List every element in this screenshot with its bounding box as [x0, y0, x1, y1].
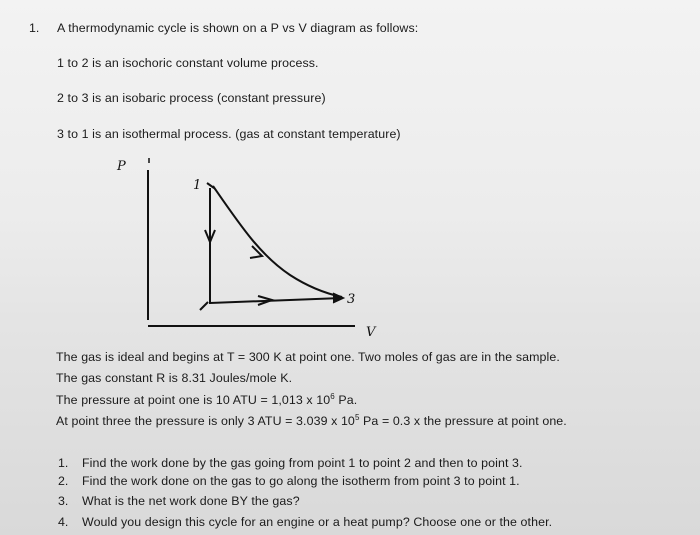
- question-2-number: 2.: [58, 474, 69, 488]
- p-axis-label: P: [117, 159, 126, 174]
- v-axis-label: V: [366, 325, 376, 340]
- step-3-1: 3 to 1 is an isothermal process. (gas at constant temperature): [57, 127, 401, 141]
- question-4-text: Would you design this cycle for an engine or a heat pump? Choose one or the other.: [82, 515, 553, 529]
- given-line-4: At point three the pressure is only 3 ATU = 3.039 x $10^5$ Pa = 0.3 x the pressure at point one.: [56, 413, 567, 428]
- point-1-label: 1: [193, 178, 202, 193]
- given-line-2: The gas constant R is 8.31 Joules/mole K.: [56, 371, 293, 385]
- question-4-number: 4.: [58, 515, 69, 529]
- path-isotherm: [213, 186, 342, 297]
- question-3-number: 3.: [58, 494, 69, 508]
- step-2-3: 2 to 3 is an isobaric process (constant pressure): [57, 91, 326, 105]
- question-3-text: What is the net work done BY the gas?: [82, 494, 300, 508]
- question-1-number: 1.: [58, 456, 69, 470]
- point-3-label: 3: [347, 292, 356, 307]
- step-1-2: 1 to 2 is an isochoric constant volume process.: [57, 56, 319, 70]
- problem-number: 1.: [29, 21, 40, 35]
- problem-intro: A thermodynamic cycle is shown on a P vs V diagram as follows:: [57, 21, 419, 35]
- point-2-mark: [200, 302, 208, 310]
- question-2-text: Find the work done on the gas to go along the isotherm from point 3 to point 1.: [82, 474, 520, 488]
- question-1-text: Find the work done by the gas going from point 1 to point 2 and then to point 3.: [82, 456, 523, 470]
- given-line-3: The pressure at point one is 10 ATU = 1,013 x $10^6$ Pa.: [56, 392, 358, 407]
- given-line-1: The gas is ideal and begins at T = 300 K at point one. Two moles of gas are in the sample.: [56, 350, 560, 364]
- point-1-mark: [207, 183, 214, 188]
- path-isobaric: [210, 298, 342, 303]
